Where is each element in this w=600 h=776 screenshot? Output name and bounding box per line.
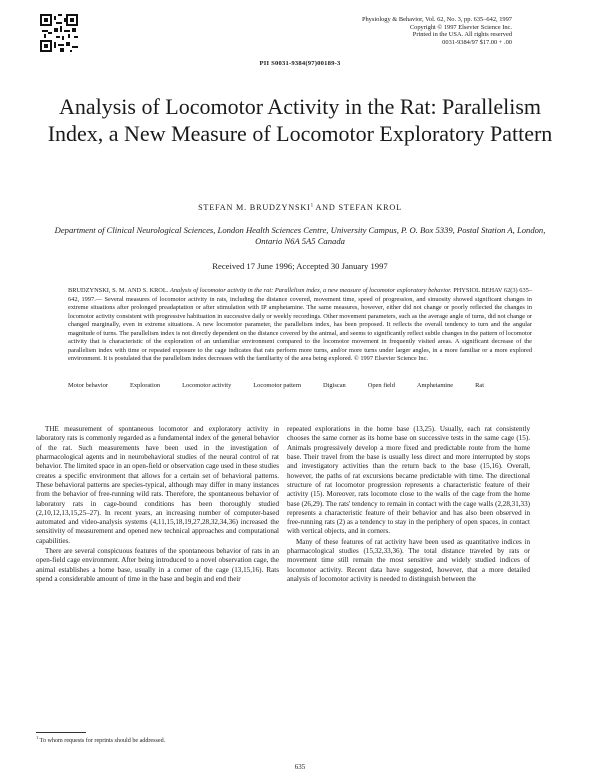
footnote-marker: 1	[36, 735, 39, 740]
body-column-left	[36, 425, 279, 584]
author-line	[0, 203, 600, 212]
footnote-text: To whom requests for reprints should be addressed.	[38, 738, 166, 745]
publisher-barcode-icon	[40, 14, 78, 52]
affiliation: Department of Clinical Neurological Sciences, London Health Sciences Centre, University Campus, P. O. Box 5339, Postal Station A, London, Ontario N6A 5A5 Canada	[54, 225, 546, 247]
body-paragraph: There are several conspicuous features of the spontaneous behavior of rats in an open-field cage environment. After being introduced to a novel observation cage, the animal establishes a home base, usually in a corner of the cage (13,15,16). Rats spend a considerable amount of time in the base and begin and end their	[36, 547, 279, 583]
abstract-citation-authors: BRUDZYNSKI, S. M. AND S. KROL.	[68, 287, 169, 294]
page-number: 635	[294, 763, 306, 771]
issn-line: 0031-9384/97 $17.00 + .00	[442, 38, 512, 46]
abstract-citation-title: Analysis of locomotor activity in the rat: Parallelism index, a new measure of locomotor exploratory behavior.	[170, 287, 452, 294]
keyword: Open field	[367, 382, 395, 389]
body-column-right	[287, 425, 530, 584]
body-paragraph: repeated explorations in the home base (13,25). Usually, each rat consistently chooses the same corner as its home base on successive tests in the same cage (15). Animals progressively develop a more fixed and predictable route from the home base. Their travel from the base is usually less direct and more interrupted by stops and investigatory activities than the return back to the base (15,16). Overall, however, the paths of rat excursions became predictable with time. The directional structure of rat locomotor progression represents a characteristic feature of their activity (15). Moreover, rats locomote close to the walls of the cage from the home base (26,29). The rats' tendency to remain in contact with the cage walls (2,28,31,33) represents a characteristic feature of their behavior and has also been observed in free-running rats (2) as a tendency to stay in the periphery of open spaces, in contact with vertical objects, and in corners.	[287, 425, 530, 536]
copyright-line: Copyright © 1997 Elsevier Science Inc.	[409, 23, 512, 31]
body-paragraph: THE measurement of spontaneous locomotor and exploratory activity in laboratory rats is commonly regarded as a fundamental index of the general behavior of the rat. Such measurements have been used in the investigation of pharmacological agents and in neurobehavioral studies of the neural control of rat behavior. The limited space in an open-field or observation cage used in these studies creates a specific environment that allows for a certain set of behavioral patterns. These behavioral patterns are species-typical, although may differ in many instances from the behavior of free-running wild rats. Therefore, the spontaneous behavior of laboratory rats in cage-bound conditions has been thoroughly studied (2,10,12,13,15,25–27). In recent years, an increasing number of computer-based automated and video-analysis systems (4,11,15,18,19,27,28,32,34,36) increased the sensitivity of measurement and opened new technical approaches and computational capabilities.	[36, 425, 279, 545]
keyword: Rat	[475, 382, 484, 389]
author-footnote-marker: 1	[310, 203, 314, 209]
abstract-copyright: © 1997 Elsevier Science Inc.	[353, 355, 428, 363]
body-paragraph: Many of these features of rat activity have been used as quantitative indices in pharmacological studies (15,32,33,36). The total distance traveled by rats or movement time still remain the most sensitive and widely studied indices of locomotor activity. Recent data have suggested, however, that a more detailed analysis of locomotor activity is needed to distinguish between the	[287, 537, 530, 583]
keyword: Locomotor pattern	[253, 382, 302, 389]
keywords	[68, 381, 532, 390]
keyword: Locomotor activity	[182, 382, 232, 389]
received-dates: Received 17 June 1996; Accepted 30 January 1997	[212, 261, 388, 271]
keyword: Motor behavior	[68, 382, 108, 389]
journal-header	[252, 16, 512, 46]
footnote	[36, 735, 165, 744]
pii-identifier: PII S0031-9384(97)00189-3	[259, 60, 341, 67]
author-2: AND STEFAN KROL	[313, 203, 402, 212]
footnote-rule	[36, 732, 86, 733]
author-1: STEFAN M. BRUDZYNSKI	[198, 203, 311, 212]
abstract-citation-journal: PHYSIOL BEHAV 62(3) 635–642, 1997.—	[68, 287, 532, 303]
abstract-text: Several measures of locomotor activity in rats, including the distance covered, movement time, speed of progression, and sinuosity showed significant changes in extreme situations after prolonged preadaptation or after stimulation with IP amphetamine. The same measures, however, either did not change or poorly reflected the changes in locomotor activity consistent with progressive habituation in successive daily or weekly recordings. Other movement parameters, such as the average angle of turns, did not change or changed marginally, even in extreme situations. A new locomotor parameter, the parallelism index, has been proposed. It reflects the overall tendency to turn and the angular magnitude of turns. The parallelism index is not directly dependent on the distance covered by the animal, and seems to significantly reflect subtle changes in the pattern of locomotor activity that is characteristic of the exploration of an unfamiliar environment compared to the locomotor movement in frequently visited areas. A significant decrease of the parallelism index with time or repeated exposure to the cage indicates that rats perform more turns, and/or more turns under larger angles, in a more familiar or a more explored environment. It is postulated that the parallelism index decreases with the familiarity of the area being explored.	[68, 295, 532, 363]
journal-citation: Physiology & Behavior, Vol. 62, No. 3, pp. 635–642, 1997	[361, 16, 512, 23]
abstract	[68, 287, 532, 364]
article-title: Analysis of Locomotor Activity in the Rat: Parallelism Index, a New Measure of Locomotor Exploratory Pattern	[47, 94, 553, 146]
printed-line: Printed in the USA. All rights reserved	[412, 31, 512, 39]
keyword: Digiscan	[323, 382, 346, 389]
keyword: Exploration	[129, 382, 161, 389]
keyword: Amphetamine	[416, 382, 454, 389]
